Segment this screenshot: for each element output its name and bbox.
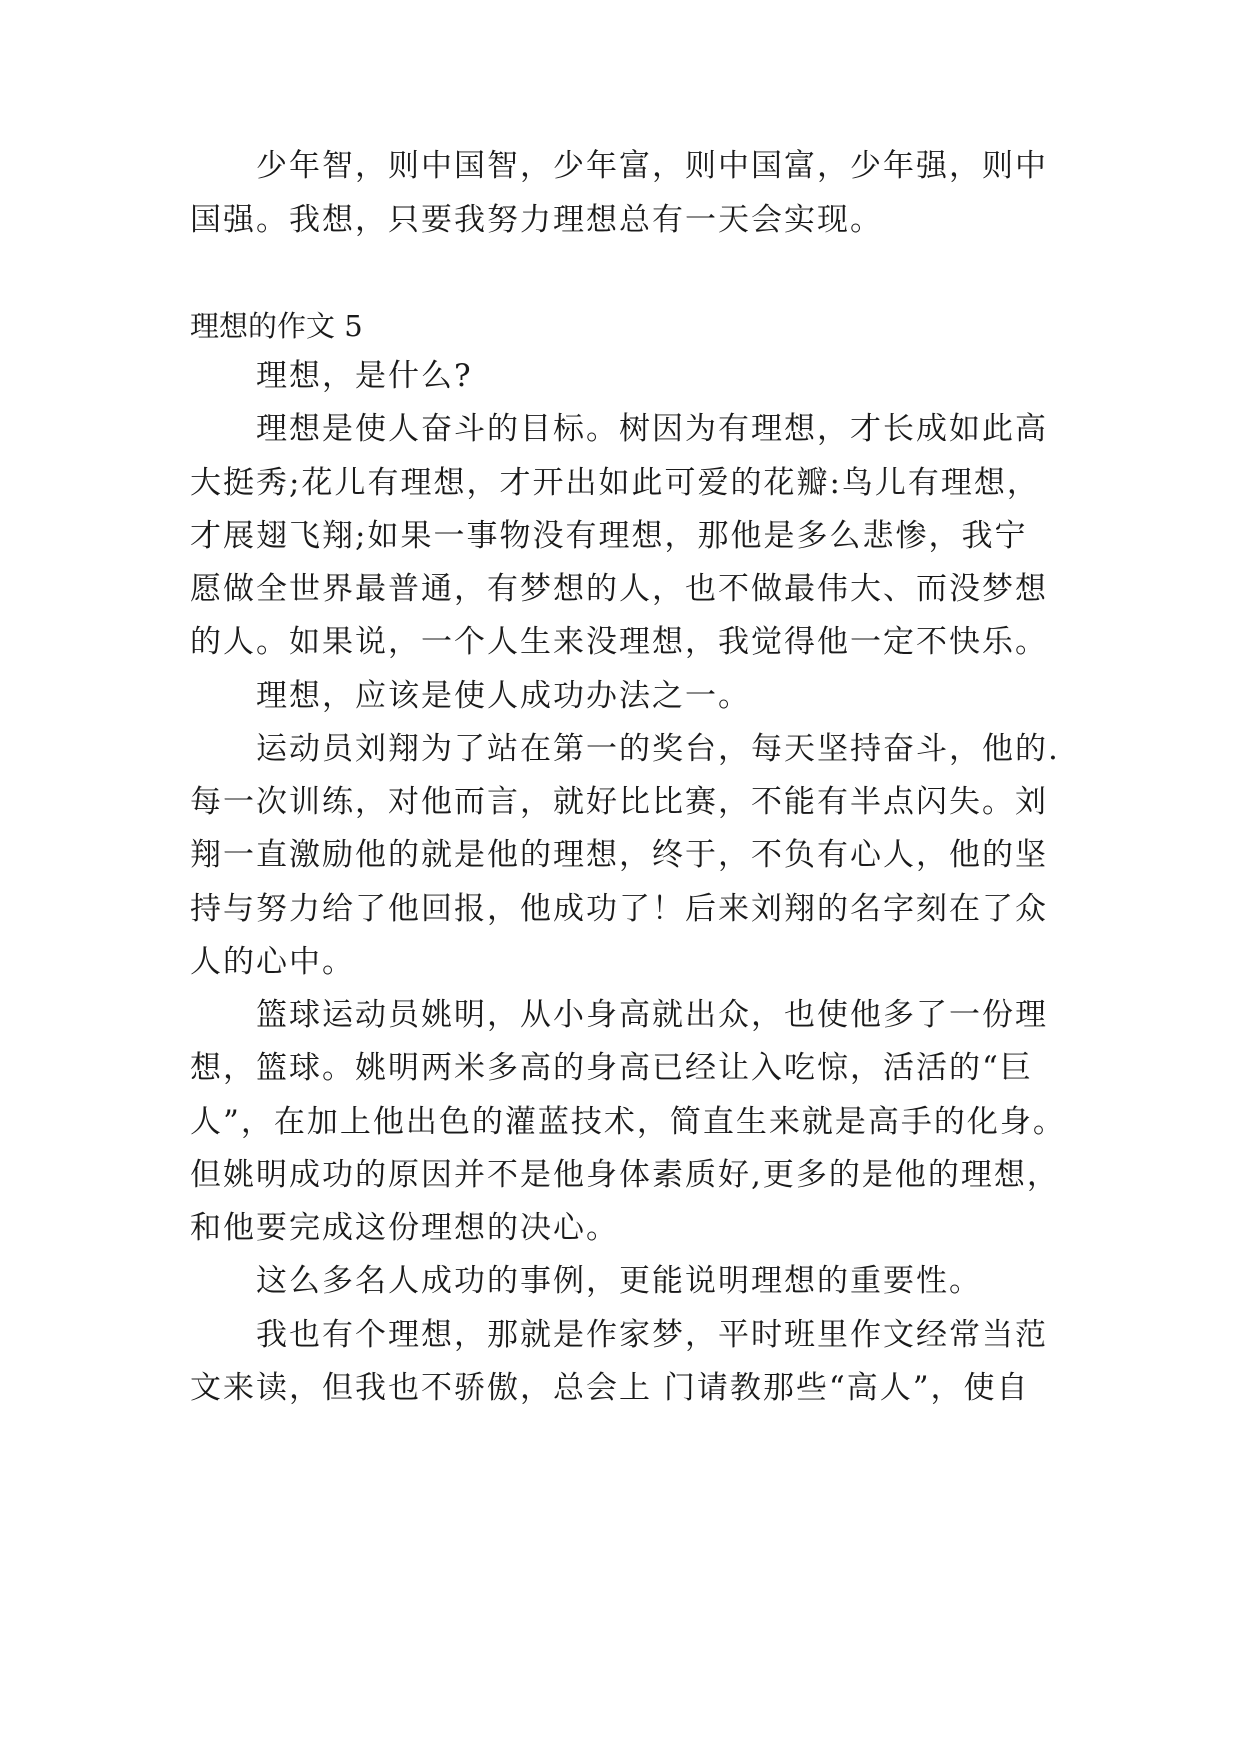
paragraph-line: 才展翅飞翔;如果一事物没有理想，那他是多么悲惨，我宁	[190, 518, 1028, 554]
paragraph-line: 篮球运动员姚明，从小身高就出众，也使他多了一份理	[256, 997, 1048, 1033]
paragraph-line: 想，篮球。姚明两米多高的身高已经让入吃惊，活活的“巨	[190, 1050, 1033, 1086]
paragraph-line: 理想，应该是使人成功办法之一。	[256, 678, 751, 714]
paragraph-line: 理想，是什么?	[256, 358, 473, 394]
paragraph-line: 翔一直激励他的就是他的理想，终于，不负有心人，他的坚	[190, 837, 1048, 873]
paragraph-line: 但姚明成功的原因并不是他身体素质好,更多的是他的理想，	[190, 1157, 1060, 1193]
paragraph-line: 和他要完成这份理想的决心。	[190, 1210, 619, 1246]
paragraph-line: 少年智，则中国智，少年富，则中国富，少年强，则中	[256, 148, 1048, 184]
paragraph-line: 这么多名人成功的事例，更能说明理想的重要性。	[256, 1263, 982, 1299]
paragraph-line: 文来读，但我也不骄傲，总会上 门请教那些“高人”，使自	[190, 1370, 1030, 1406]
paragraph-line: 持与努力给了他回报，他成功了！后来刘翔的名字刻在了众	[190, 891, 1048, 927]
paragraph-line: 的人。如果说，一个人生来没理想，我觉得他一定不快乐。	[190, 624, 1048, 660]
paragraph-line: 我也有个理想，那就是作家梦，平时班里作文经常当范	[256, 1317, 1048, 1353]
paragraph-line: 运动员刘翔为了站在第一的奖台，每天坚持奋斗，他的.	[256, 731, 1060, 767]
paragraph-line: 大挺秀;花儿有理想，才开出如此可爱的花瓣:鸟儿有理想，	[190, 465, 1040, 501]
paragraph-line: 人的心中。	[190, 944, 355, 980]
paragraph-line: 理想是使人奋斗的目标。树因为有理想，才长成如此高	[256, 411, 1048, 447]
section-title: 理想的作文 5	[190, 309, 363, 343]
paragraph-line: 人”，在加上他出色的灌蓝技术，简直生来就是高手的化身。	[190, 1104, 1066, 1140]
paragraph-line: 国强。我想，只要我努力理想总有一天会实现。	[190, 202, 883, 238]
paragraph-line: 愿做全世界最普通，有梦想的人，也不做最伟大、而没梦想	[190, 571, 1048, 607]
paragraph-line: 每一次训练，对他而言，就好比比赛，不能有半点闪失。刘	[190, 784, 1048, 820]
